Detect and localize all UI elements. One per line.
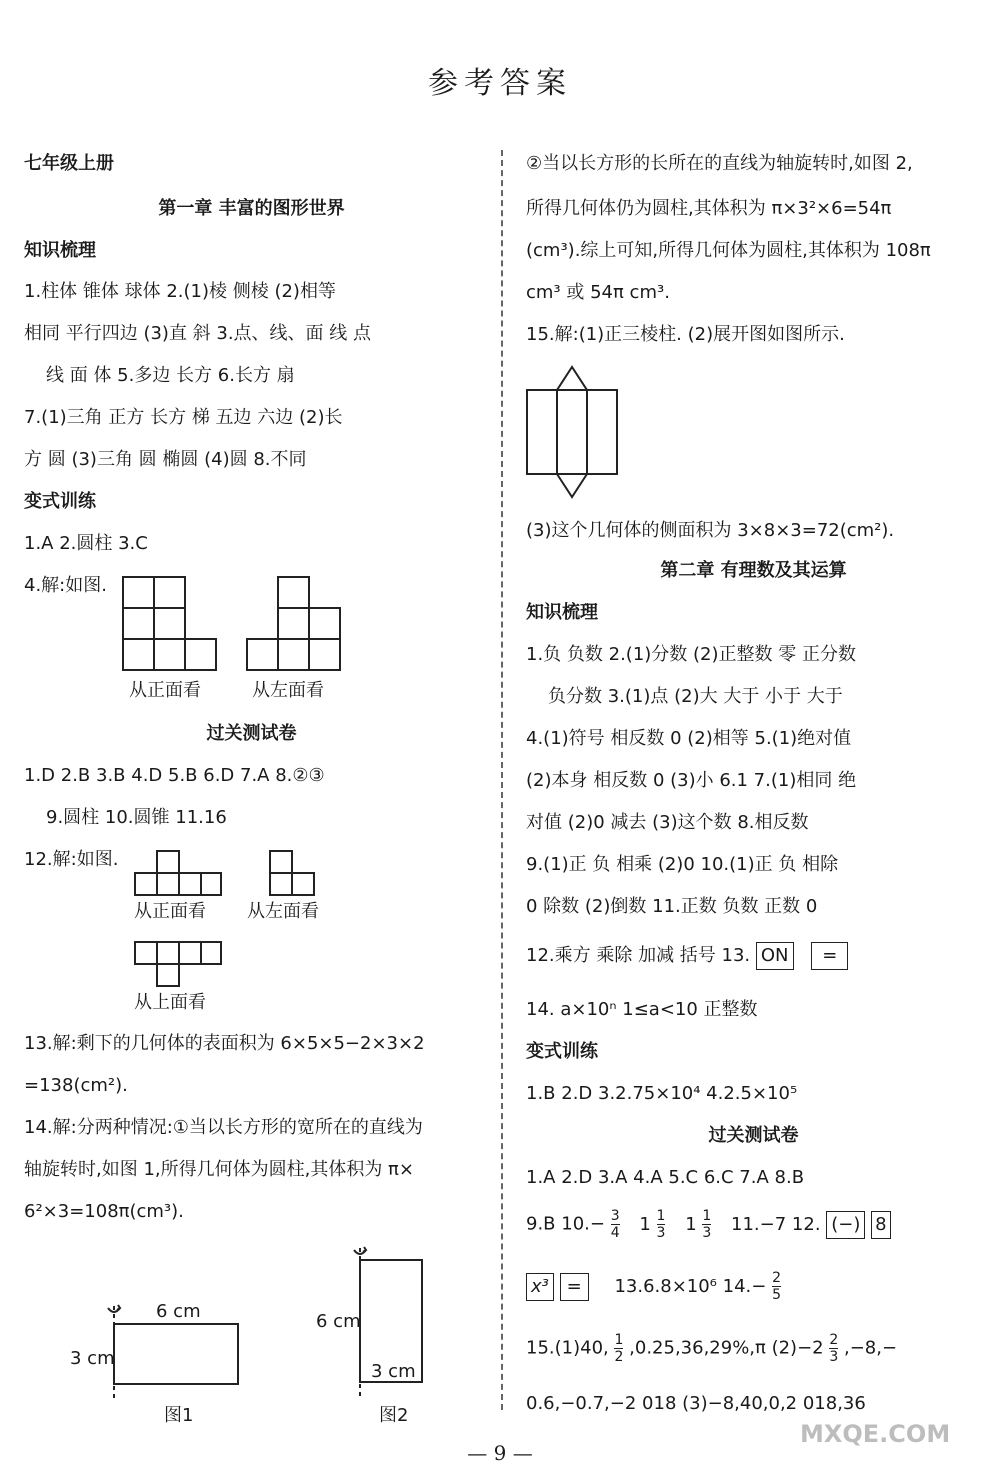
figure-caption: 从上面看: [134, 992, 206, 1013]
answer-line: 9.圆柱 10.圆锥 11.16: [46, 807, 227, 828]
answer-line: 对值 (2)0 减去 (3)这个数 8.相反数: [526, 812, 809, 833]
answer-line: ②当以长方形的长所在的直线为轴旋转时,如图 2,: [526, 153, 913, 174]
front-view-figure: [134, 850, 222, 900]
dimension-label: 6 cm: [316, 1311, 361, 1332]
section-heading: 变式训练: [24, 491, 96, 512]
denominator: 2: [614, 1349, 624, 1365]
answer-line: [526, 1270, 781, 1303]
calculator-key-equals: =: [560, 1273, 589, 1301]
fraction: [702, 1208, 711, 1241]
answer-line: 1.A 2.D 3.A 4.A 5.C 6.C 7.A 8.B: [526, 1167, 805, 1188]
answer-line: [526, 1332, 897, 1365]
fraction: [657, 1208, 666, 1241]
answer-text: ,0.25,36,29%,π (2)−2: [629, 1337, 824, 1359]
fraction: [772, 1270, 781, 1303]
denominator: 3: [702, 1225, 712, 1241]
answer-text: 9.B 10.−: [526, 1213, 605, 1235]
answer-line: 所得几何体仍为圆柱,其体积为 π×3²×6=54π: [526, 198, 892, 219]
front-view-figure: [122, 576, 218, 676]
answer-line: (2)本身 相反数 0 (3)小 6.1 7.(1)相同 绝: [526, 770, 857, 791]
answer-line: 4.(1)符号 相反数 0 (2)相等 5.(1)绝对值: [526, 728, 852, 749]
calculator-key-on: ON: [756, 942, 794, 970]
answer-text: 11.−7 12.: [731, 1213, 821, 1235]
grade-heading: 七年级上册: [24, 153, 114, 174]
calculator-key-cube: x³: [526, 1273, 554, 1301]
section-heading: 过关测试卷: [708, 1125, 799, 1146]
figure-caption: 从正面看: [129, 680, 201, 701]
dimension-label: 6 cm: [156, 1301, 201, 1322]
denominator: 4: [610, 1225, 620, 1241]
fraction: [611, 1208, 620, 1241]
left-view-figure: [269, 850, 315, 900]
answer-line: 1.D 2.B 3.B 4.D 5.B 6.D 7.A 8.②③: [24, 765, 325, 786]
answer-line: 14.解:分两种情况:①当以长方形的宽所在的直线为: [24, 1117, 423, 1138]
answer-text: ,−8,−: [844, 1337, 898, 1359]
calculator-key-equals: =: [811, 942, 848, 970]
answer-text: 13.6.8×10⁶ 14.−: [614, 1275, 767, 1297]
denominator: 3: [829, 1349, 839, 1365]
figure-caption: 从左面看: [252, 680, 324, 701]
fraction: [614, 1332, 623, 1365]
prism-net-figure: [526, 366, 620, 502]
answer-line: 轴旋转时,如图 1,所得几何体为圆柱,其体积为 π×: [24, 1159, 414, 1180]
section-heading: 知识梳理: [526, 602, 598, 623]
figure-caption: 图2: [379, 1405, 409, 1426]
answer-line: 1.A 2.圆柱 3.C: [24, 533, 148, 554]
answer-line: 1.负 负数 2.(1)分数 (2)正整数 零 正分数: [526, 644, 856, 665]
answer-line: cm³ 或 54π cm³.: [526, 282, 670, 303]
numerator: 2: [772, 1270, 781, 1286]
answer-line: 0.6,−0.7,−2 018 (3)−8,40,0,2 018,36: [526, 1393, 866, 1414]
watermark: MXQE.COM: [800, 1420, 951, 1448]
answer-line: 13.解:剩下的几何体的表面积为 6×5×5−2×3×2: [24, 1033, 425, 1054]
column-divider: [501, 150, 503, 1410]
calculator-key-negative: (−): [826, 1211, 865, 1239]
numerator: 2: [829, 1332, 839, 1348]
answer-line: 9.(1)正 负 相乘 (2)0 10.(1)正 负 相除: [526, 854, 839, 875]
answer-text: 12.乘方 乘除 加减 括号 13.: [526, 945, 751, 966]
answer-line: 7.(1)三角 正方 长方 梯 五边 六边 (2)长: [24, 407, 343, 428]
page-title: 参考答案: [428, 66, 572, 101]
section-heading: 变式训练: [526, 1041, 598, 1062]
answer-line: 6²×3=108π(cm³).: [24, 1201, 184, 1222]
numerator: 1: [614, 1332, 624, 1348]
answer-line: 12.解:如图.: [24, 849, 119, 870]
page-number: — 9 —: [467, 1441, 533, 1465]
fraction: [829, 1332, 838, 1365]
figure-caption: 从正面看: [134, 901, 206, 922]
top-view-figure: [134, 941, 222, 991]
answer-line: [526, 942, 848, 970]
answer-text: 15.(1)40,: [526, 1337, 609, 1359]
answer-line: 方 圆 (3)三角 圆 椭圆 (4)圆 8.不同: [24, 449, 307, 470]
chapter2-heading: 第二章 有理数及其运算: [660, 560, 847, 581]
calculator-key-8: 8: [871, 1211, 890, 1239]
answer-text: 1: [639, 1213, 651, 1235]
answer-line: 相同 平行四边 (3)直 斜 3.点、线、面 线 点: [24, 323, 371, 344]
numerator: 1: [656, 1208, 666, 1224]
numerator: 3: [610, 1208, 620, 1224]
answer-line: =138(cm²).: [24, 1075, 128, 1096]
numerator: 1: [702, 1208, 712, 1224]
left-view-figure: [246, 576, 342, 676]
dimension-label: 3 cm: [70, 1348, 115, 1369]
answer-line: (3)这个几何体的侧面积为 3×8×3=72(cm²).: [526, 520, 895, 541]
section-heading: 知识梳理: [24, 240, 96, 261]
answer-line: [526, 1208, 891, 1241]
answer-line: 4.解:如图.: [24, 575, 107, 596]
denominator: 5: [772, 1287, 781, 1303]
answer-line: 0 除数 (2)倒数 11.正数 负数 正数 0: [526, 896, 818, 917]
answer-line: 1.B 2.D 3.2.75×10⁴ 4.2.5×10⁵: [526, 1083, 798, 1104]
answer-line: (cm³).综上可知,所得几何体为圆柱,其体积为 108π: [526, 240, 931, 261]
answer-line: 1.柱体 锥体 球体 2.(1)棱 侧棱 (2)相等: [24, 281, 336, 302]
answer-line: 14. a×10ⁿ 1≤a<10 正整数: [526, 999, 758, 1020]
figure-caption: 图1: [164, 1405, 194, 1426]
figure-caption: 从左面看: [247, 901, 319, 922]
answer-line: 15.解:(1)正三棱柱. (2)展开图如图所示.: [526, 324, 845, 345]
chapter1-heading: 第一章 丰富的图形世界: [158, 198, 345, 219]
denominator: 3: [656, 1225, 666, 1241]
dimension-label: 3 cm: [371, 1361, 416, 1382]
answer-line: 负分数 3.(1)点 (2)大 大于 小于 大于: [548, 686, 843, 707]
section-heading: 过关测试卷: [206, 723, 297, 744]
answer-text: 1: [685, 1213, 697, 1235]
answer-line: 线 面 体 5.多边 长方 6.长方 扇: [46, 365, 295, 386]
